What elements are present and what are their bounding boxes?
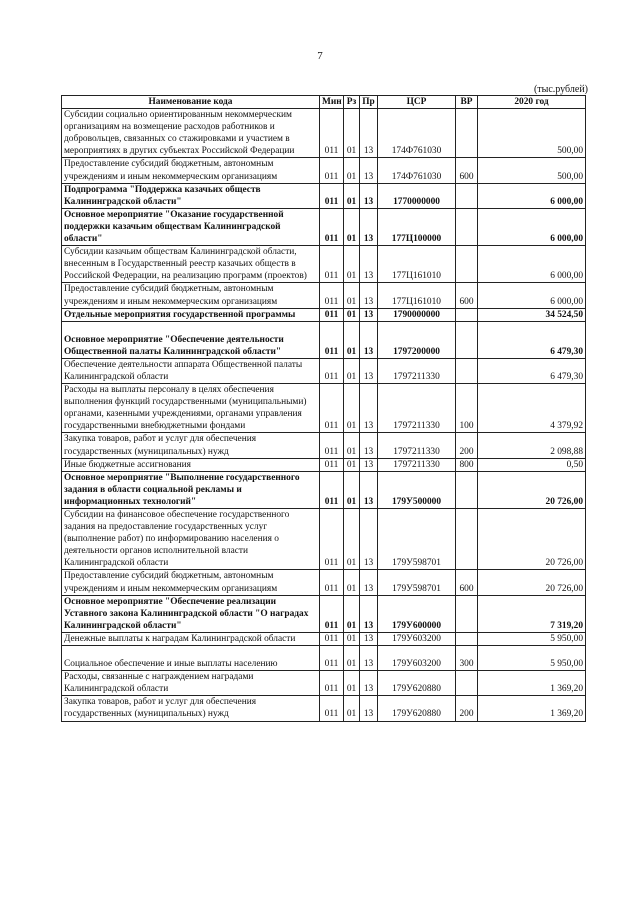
table-row: [62, 283, 586, 308]
row-min-cell: 011: [320, 632, 344, 645]
row-csr-cell: 1797211330: [378, 458, 456, 471]
row-name-cell: Иные бюджетные ассигнования: [62, 458, 320, 471]
row-name-cell: Основное мероприятие "Оказание государственной поддержки казачьим обществам Калининградской области": [62, 208, 320, 245]
row-csr-cell: 177Ц100000: [378, 208, 456, 245]
row-rz-cell: 01: [344, 632, 360, 645]
budget-table: [61, 95, 586, 722]
row-name-cell: Закупка товаров, работ и услуг для обеспечения государственных (муниципальных) нужд: [62, 696, 320, 721]
row-name-cell: Социальное обеспечение и иные выплаты населению: [62, 646, 320, 671]
row-name-cell: Предоставление субсидий бюджетным, автономным учреждениям и иным некоммерческим организациям: [62, 283, 320, 308]
row-min-cell: 011: [320, 458, 344, 471]
row-rz-cell: 01: [344, 246, 360, 283]
row-pr-cell: 13: [360, 509, 378, 570]
row-csr-cell: 177Ц161010: [378, 246, 456, 283]
row-amount-cell: 34 524,50: [478, 308, 586, 321]
row-amount-cell: 5 950,00: [478, 632, 586, 645]
row-vr-cell: [456, 208, 478, 245]
row-csr-cell: 1797211330: [378, 358, 456, 383]
row-pr-cell: 13: [360, 632, 378, 645]
row-min-cell: 011: [320, 570, 344, 595]
row-min-cell: 011: [320, 471, 344, 508]
row-pr-cell: 13: [360, 208, 378, 245]
row-min-cell: 011: [320, 595, 344, 632]
row-pr-cell: 13: [360, 646, 378, 671]
row-pr-cell: 13: [360, 183, 378, 208]
row-rz-cell: 01: [344, 109, 360, 158]
row-amount-cell: 20 726,00: [478, 570, 586, 595]
row-rz-cell: 01: [344, 183, 360, 208]
row-name-cell: Обеспечение деятельности аппарата Общественной палаты Калининградской области: [62, 358, 320, 383]
row-rz-cell: 01: [344, 384, 360, 433]
row-rz-cell: 01: [344, 509, 360, 570]
row-csr-cell: 1797211330: [378, 384, 456, 433]
table-row: [62, 321, 586, 358]
row-min-cell: 011: [320, 208, 344, 245]
row-name-cell: Денежные выплаты к наградам Калининградской области: [62, 632, 320, 645]
row-csr-cell: 174Ф761030: [378, 109, 456, 158]
row-csr-cell: 1790000000: [378, 308, 456, 321]
table-row: [62, 158, 586, 183]
row-amount-cell: 5 950,00: [478, 646, 586, 671]
row-csr-cell: 179У600000: [378, 595, 456, 632]
table-row: [62, 509, 586, 570]
row-vr-cell: [456, 471, 478, 508]
row-vr-cell: [456, 308, 478, 321]
row-amount-cell: 6 000,00: [478, 183, 586, 208]
row-csr-cell: 1797200000: [378, 321, 456, 358]
row-amount-cell: 20 726,00: [478, 509, 586, 570]
row-rz-cell: 01: [344, 646, 360, 671]
header-rz: Рз: [344, 96, 360, 109]
row-amount-cell: 6 000,00: [478, 208, 586, 245]
table-row: [62, 471, 586, 508]
row-vr-cell: [456, 509, 478, 570]
row-min-cell: 011: [320, 433, 344, 458]
row-name-cell: Основное мероприятие "Выполнение государственного задания в области социальной рекламы и информационных технологий": [62, 471, 320, 508]
header-name: Наименование кода: [62, 96, 320, 109]
row-min-cell: 011: [320, 646, 344, 671]
row-vr-cell: 600: [456, 283, 478, 308]
row-csr-cell: 1797211330: [378, 433, 456, 458]
row-name-cell: Отдельные мероприятия государственной программы: [62, 308, 320, 321]
row-amount-cell: 500,00: [478, 158, 586, 183]
row-amount-cell: 4 379,92: [478, 384, 586, 433]
row-min-cell: 011: [320, 384, 344, 433]
row-vr-cell: 100: [456, 384, 478, 433]
row-rz-cell: 01: [344, 208, 360, 245]
row-pr-cell: 13: [360, 384, 378, 433]
row-min-cell: 011: [320, 283, 344, 308]
row-name-cell: Субсидии на финансовое обеспечение государственного задания на предоставление государственных услуг (выполнение работ) по информированию населения о деятельности органов исполнительной власти Калининградской области: [62, 509, 320, 570]
row-pr-cell: 13: [360, 283, 378, 308]
row-pr-cell: 13: [360, 433, 378, 458]
row-vr-cell: 200: [456, 433, 478, 458]
row-pr-cell: 13: [360, 158, 378, 183]
header-pr: Пр: [360, 96, 378, 109]
row-vr-cell: 600: [456, 158, 478, 183]
row-pr-cell: 13: [360, 109, 378, 158]
row-amount-cell: 6 479,30: [478, 321, 586, 358]
row-vr-cell: [456, 632, 478, 645]
row-csr-cell: 179У620880: [378, 671, 456, 696]
row-csr-cell: 179У603200: [378, 632, 456, 645]
row-amount-cell: 2 098,88: [478, 433, 586, 458]
row-min-cell: 011: [320, 308, 344, 321]
row-vr-cell: [456, 321, 478, 358]
row-pr-cell: 13: [360, 671, 378, 696]
row-amount-cell: 7 319,20: [478, 595, 586, 632]
row-name-cell: Подпрограмма "Поддержка казачьих обществ Калининградской области": [62, 183, 320, 208]
row-rz-cell: 01: [344, 321, 360, 358]
row-csr-cell: 179У598701: [378, 570, 456, 595]
row-rz-cell: 01: [344, 696, 360, 721]
row-amount-cell: 1 369,20: [478, 696, 586, 721]
row-name-cell: Предоставление субсидий бюджетным, автономным учреждениям и иным некоммерческим организациям: [62, 570, 320, 595]
row-vr-cell: 300: [456, 646, 478, 671]
row-rz-cell: 01: [344, 458, 360, 471]
row-vr-cell: [456, 358, 478, 383]
table-row: [62, 109, 586, 158]
table-header-row: [62, 96, 586, 109]
row-amount-cell: 1 369,20: [478, 671, 586, 696]
row-csr-cell: 179У500000: [378, 471, 456, 508]
table-row: [62, 433, 586, 458]
table-row: [62, 646, 586, 671]
table-row: [62, 246, 586, 283]
row-csr-cell: 1770000000: [378, 183, 456, 208]
row-amount-cell: 6 000,00: [478, 283, 586, 308]
row-vr-cell: 600: [456, 570, 478, 595]
row-min-cell: 011: [320, 246, 344, 283]
row-csr-cell: 179У603200: [378, 646, 456, 671]
row-min-cell: 011: [320, 358, 344, 383]
table-row: [62, 358, 586, 383]
row-name-cell: Субсидии социально ориентированным некоммерческим организациям на возмещение расходов работников и добровольцев, связанных со стажировками и участием в мероприятиях в других субъектах Российской Федерации: [62, 109, 320, 158]
row-rz-cell: 01: [344, 283, 360, 308]
row-min-cell: 011: [320, 696, 344, 721]
header-year: 2020 год: [478, 96, 586, 109]
row-csr-cell: 177Ц161010: [378, 283, 456, 308]
row-pr-cell: 13: [360, 570, 378, 595]
row-csr-cell: 174Ф761030: [378, 158, 456, 183]
row-rz-cell: 01: [344, 671, 360, 696]
row-pr-cell: 13: [360, 471, 378, 508]
row-vr-cell: [456, 671, 478, 696]
table-row: [62, 384, 586, 433]
units-label: (тыс.рублей): [533, 84, 588, 95]
row-rz-cell: 01: [344, 471, 360, 508]
row-name-cell: Закупка товаров, работ и услуг для обеспечения государственных (муниципальных) нужд: [62, 433, 320, 458]
row-name-cell: Расходы, связанные с награждением наградами Калининградской области: [62, 671, 320, 696]
row-min-cell: 011: [320, 671, 344, 696]
row-rz-cell: 01: [344, 308, 360, 321]
row-amount-cell: 6 000,00: [478, 246, 586, 283]
row-name-cell: Основное мероприятие "Обеспечение деятельности Общественной палаты Калининградской области": [62, 321, 320, 358]
row-pr-cell: 13: [360, 595, 378, 632]
table-row: [62, 632, 586, 645]
row-amount-cell: 0,50: [478, 458, 586, 471]
row-amount-cell: 6 479,30: [478, 358, 586, 383]
row-vr-cell: [456, 246, 478, 283]
row-min-cell: 011: [320, 321, 344, 358]
row-rz-cell: 01: [344, 433, 360, 458]
row-name-cell: Предоставление субсидий бюджетным, автономным учреждениям и иным некоммерческим организациям: [62, 158, 320, 183]
row-vr-cell: 200: [456, 696, 478, 721]
row-pr-cell: 13: [360, 321, 378, 358]
row-vr-cell: 800: [456, 458, 478, 471]
row-min-cell: 011: [320, 109, 344, 158]
row-csr-cell: 179У620880: [378, 696, 456, 721]
row-vr-cell: [456, 595, 478, 632]
row-vr-cell: [456, 183, 478, 208]
row-vr-cell: [456, 109, 478, 158]
row-pr-cell: 13: [360, 458, 378, 471]
row-min-cell: 011: [320, 158, 344, 183]
row-min-cell: 011: [320, 183, 344, 208]
table-row: [62, 458, 586, 471]
row-pr-cell: 13: [360, 246, 378, 283]
row-name-cell: Субсидии казачьим обществам Калининградской области, внесенным в Государственный реестр казачьих обществ в Российской Федерации, на реализацию программ (проектов): [62, 246, 320, 283]
page-number: 7: [317, 50, 323, 62]
header-csr: ЦСР: [378, 96, 456, 109]
table-row: [62, 595, 586, 632]
header-vr: ВР: [456, 96, 478, 109]
row-rz-cell: 01: [344, 158, 360, 183]
table-row: [62, 208, 586, 245]
row-amount-cell: 500,00: [478, 109, 586, 158]
table-row: [62, 671, 586, 696]
row-pr-cell: 13: [360, 696, 378, 721]
row-amount-cell: 20 726,00: [478, 471, 586, 508]
table-row: [62, 570, 586, 595]
row-rz-cell: 01: [344, 358, 360, 383]
row-rz-cell: 01: [344, 595, 360, 632]
table-row: [62, 183, 586, 208]
table-row: [62, 696, 586, 721]
row-pr-cell: 13: [360, 308, 378, 321]
header-min: Мин: [320, 96, 344, 109]
row-name-cell: Основное мероприятие "Обеспечение реализации Уставного закона Калининградской области "О наградах Калининградской области": [62, 595, 320, 632]
row-min-cell: 011: [320, 509, 344, 570]
row-pr-cell: 13: [360, 358, 378, 383]
table-row: [62, 308, 586, 321]
row-csr-cell: 179У598701: [378, 509, 456, 570]
row-rz-cell: 01: [344, 570, 360, 595]
row-name-cell: Расходы на выплаты персоналу в целях обеспечения выполнения функций государственными (муниципальными) органами, казенными учреждениями, органами управления государственными внебюджетными фондами: [62, 384, 320, 433]
